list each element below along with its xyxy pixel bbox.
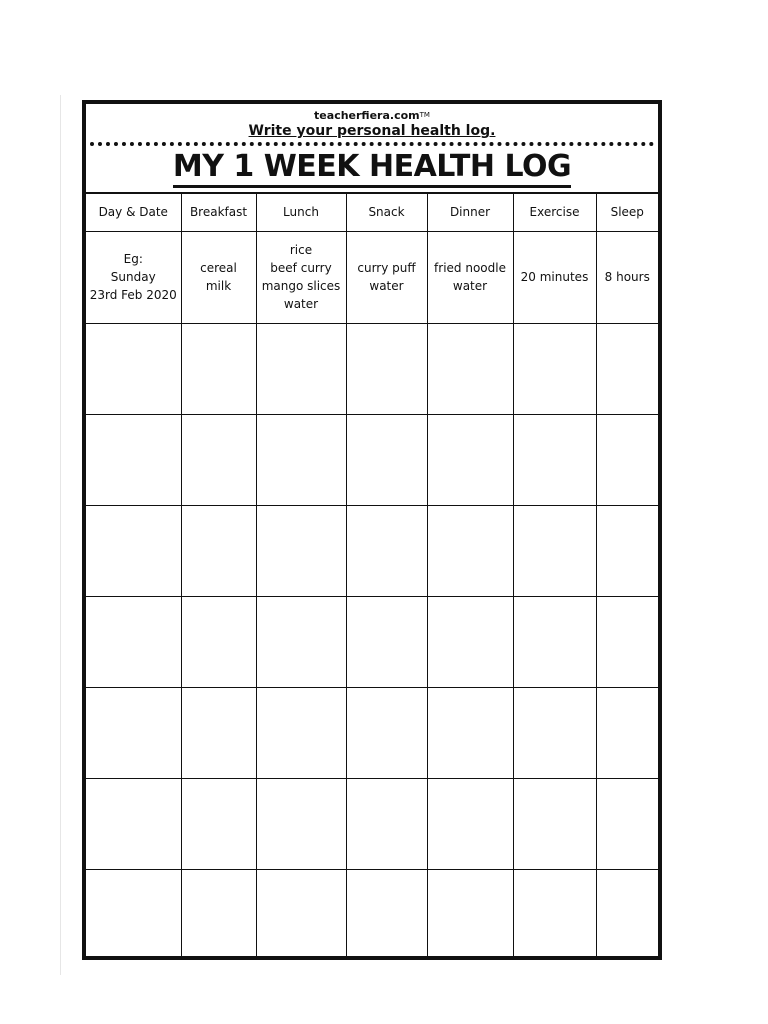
exercise-cell[interactable] xyxy=(513,414,596,505)
column-header-breakfast: Breakfast xyxy=(181,193,256,231)
trademark-mark: TM xyxy=(419,111,430,119)
lunch-cell[interactable] xyxy=(256,687,346,778)
dinner-cell[interactable] xyxy=(427,323,513,414)
dotted-divider xyxy=(90,142,654,146)
snack-cell[interactable] xyxy=(346,505,427,596)
blank-log-row-5 xyxy=(86,687,658,778)
breakfast-cell[interactable] xyxy=(181,323,256,414)
sleep-cell[interactable] xyxy=(596,596,658,687)
example-lunch-cell xyxy=(256,231,346,323)
example-sleep-cell xyxy=(596,231,658,323)
breakfast-cell[interactable] xyxy=(181,869,256,960)
breakfast-cell[interactable] xyxy=(181,778,256,869)
blank-log-row-7 xyxy=(86,869,658,960)
example-dinner-item: fried noodle xyxy=(434,261,506,275)
breakfast-cell[interactable] xyxy=(181,596,256,687)
day-date-cell[interactable] xyxy=(86,869,181,960)
example-lunch-item: water xyxy=(283,297,319,311)
page-edge xyxy=(60,95,61,975)
example-exercise-value: 20 minutes xyxy=(520,270,589,284)
page-title: MY 1 WEEK HEALTH LOG xyxy=(86,150,658,184)
example-breakfast-item: cereal xyxy=(200,261,237,275)
instruction-text: Write your personal health log. xyxy=(248,123,496,139)
day-date-cell[interactable] xyxy=(86,687,181,778)
dinner-cell[interactable] xyxy=(427,869,513,960)
column-header-exercise: Exercise xyxy=(513,193,596,231)
dinner-cell[interactable] xyxy=(427,596,513,687)
dinner-cell[interactable] xyxy=(427,687,513,778)
day-date-cell[interactable] xyxy=(86,323,181,414)
blank-log-row-1 xyxy=(86,323,658,414)
column-header-day-date: Day & Date xyxy=(86,193,181,231)
day-date-cell[interactable] xyxy=(86,596,181,687)
lunch-cell[interactable] xyxy=(256,596,346,687)
health-log-sheet xyxy=(82,100,662,960)
snack-cell[interactable] xyxy=(346,414,427,505)
column-header-lunch: Lunch xyxy=(256,193,346,231)
blank-log-row-6 xyxy=(86,778,658,869)
day-date-cell[interactable] xyxy=(86,778,181,869)
dinner-cell[interactable] xyxy=(427,414,513,505)
example-snack-item: water xyxy=(369,279,404,293)
blank-log-row-4 xyxy=(86,596,658,687)
snack-cell[interactable] xyxy=(346,778,427,869)
health-log-table xyxy=(86,192,658,960)
blank-log-row-2 xyxy=(86,414,658,505)
example-snack-cell xyxy=(346,231,427,323)
sleep-cell[interactable] xyxy=(596,778,658,869)
exercise-cell[interactable] xyxy=(513,505,596,596)
exercise-cell[interactable] xyxy=(513,869,596,960)
example-day-label: Eg: xyxy=(123,252,143,266)
sleep-cell[interactable] xyxy=(596,323,658,414)
exercise-cell[interactable] xyxy=(513,596,596,687)
column-header-sleep: Sleep xyxy=(596,193,658,231)
example-dinner-item: water xyxy=(452,279,488,293)
example-date: 23rd Feb 2020 xyxy=(89,288,177,302)
lunch-cell[interactable] xyxy=(256,505,346,596)
breakfast-cell[interactable] xyxy=(181,505,256,596)
exercise-cell[interactable] xyxy=(513,323,596,414)
day-date-cell[interactable] xyxy=(86,414,181,505)
example-day-date-cell xyxy=(86,231,181,323)
example-dinner-cell xyxy=(427,231,513,323)
sleep-cell[interactable] xyxy=(596,414,658,505)
breakfast-cell[interactable] xyxy=(181,687,256,778)
example-row xyxy=(86,231,658,323)
lunch-cell[interactable] xyxy=(256,323,346,414)
snack-cell[interactable] xyxy=(346,323,427,414)
dinner-cell[interactable] xyxy=(427,505,513,596)
example-day-name: Sunday xyxy=(110,270,156,284)
dinner-cell[interactable] xyxy=(427,778,513,869)
table-header-row xyxy=(86,193,658,231)
example-snack-item: curry puff xyxy=(357,261,416,275)
exercise-cell[interactable] xyxy=(513,778,596,869)
lunch-cell[interactable] xyxy=(256,778,346,869)
example-breakfast-cell xyxy=(181,231,256,323)
example-breakfast-item: milk xyxy=(205,279,232,293)
exercise-cell[interactable] xyxy=(513,687,596,778)
example-lunch-item: rice xyxy=(289,243,313,257)
sleep-cell[interactable] xyxy=(596,505,658,596)
snack-cell[interactable] xyxy=(346,869,427,960)
sleep-cell[interactable] xyxy=(596,687,658,778)
example-lunch-item: mango slices xyxy=(261,279,341,293)
site-name: teacherfiera.com™ xyxy=(314,109,430,122)
snack-cell[interactable] xyxy=(346,687,427,778)
lunch-cell[interactable] xyxy=(256,414,346,505)
column-header-dinner: Dinner xyxy=(427,193,513,231)
lunch-cell[interactable] xyxy=(256,869,346,960)
column-header-snack: Snack xyxy=(346,193,427,231)
sleep-cell[interactable] xyxy=(596,869,658,960)
breakfast-cell[interactable] xyxy=(181,414,256,505)
example-exercise-cell xyxy=(513,231,596,323)
example-lunch-item: beef curry xyxy=(270,261,332,275)
sheet-header xyxy=(86,104,658,192)
snack-cell[interactable] xyxy=(346,596,427,687)
day-date-cell[interactable] xyxy=(86,505,181,596)
blank-log-row-3 xyxy=(86,505,658,596)
example-sleep-value: 8 hours xyxy=(604,270,650,284)
